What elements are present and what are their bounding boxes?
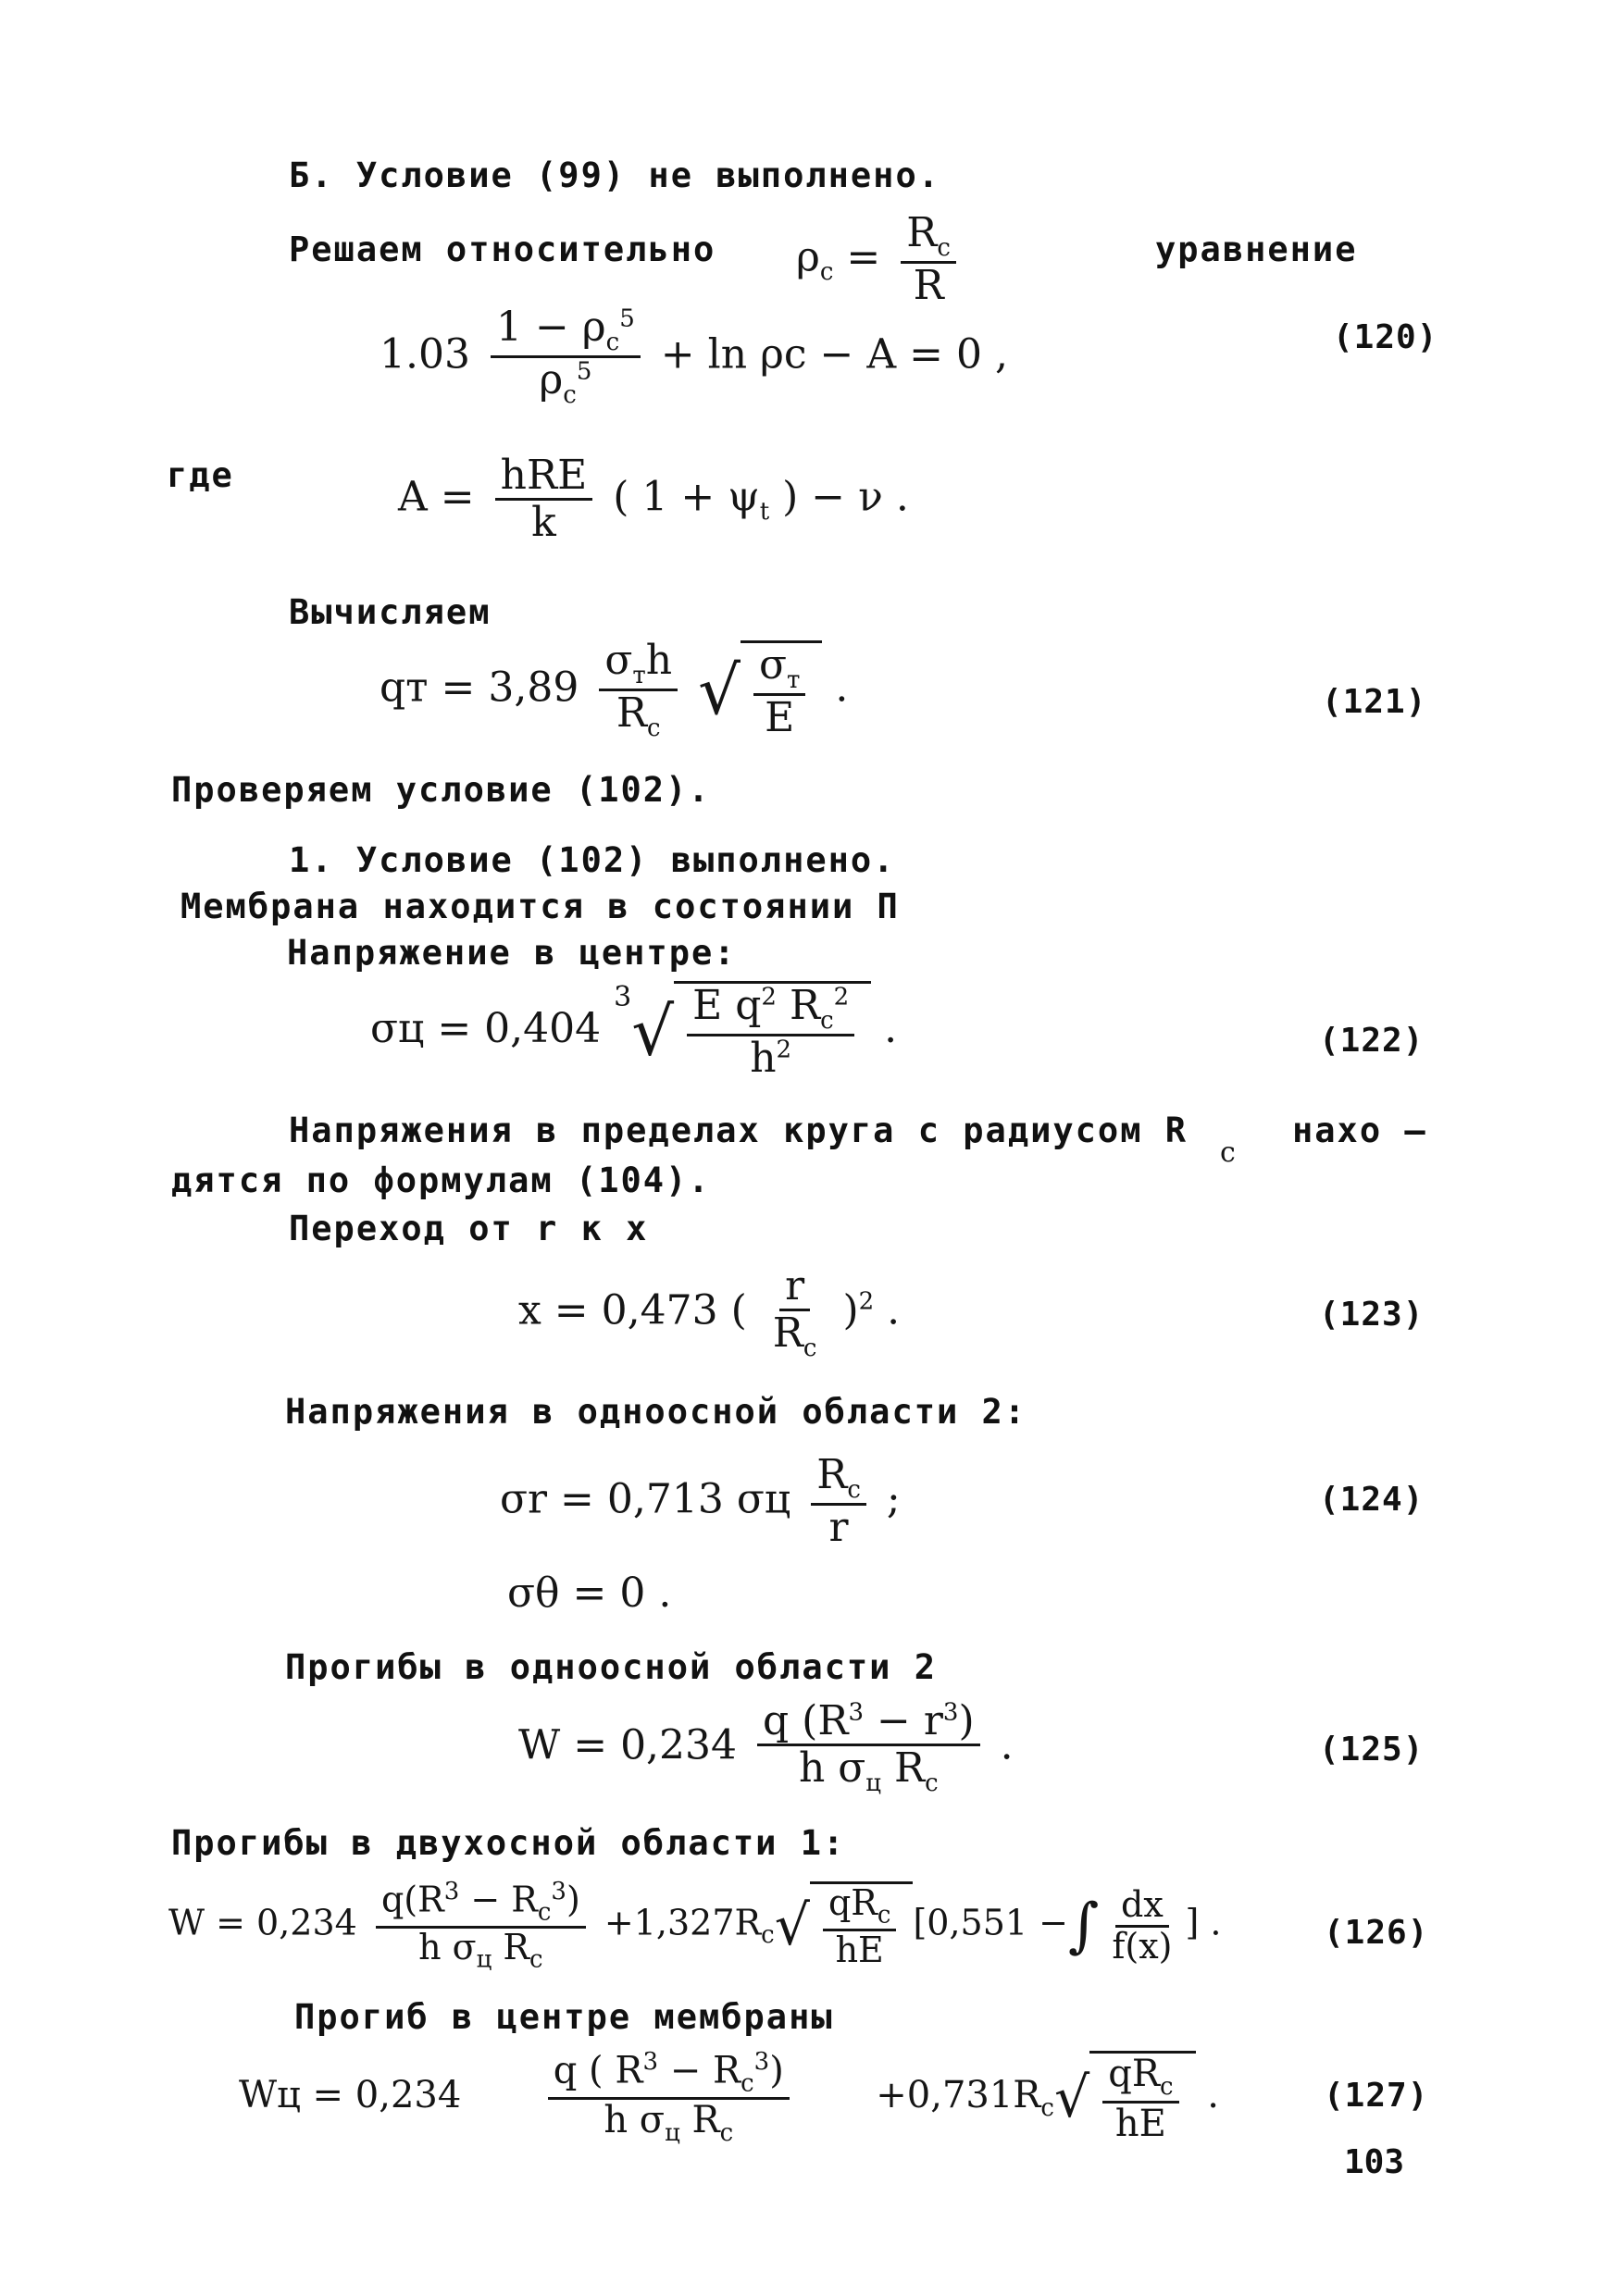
text-uniaxial-deflection: Прогибы в одноосной области 2	[285, 1647, 938, 1687]
text-stress-circle-2: дятся по формулам (104).	[171, 1160, 711, 1200]
text-membrane-state: Мембрана находится в состоянии П	[180, 887, 900, 926]
text-center-stress: Напряжение в центре:	[287, 933, 737, 973]
equation-rho: $\rho_c$ = $\frac{R_c}{R}$	[796, 211, 964, 309]
text-cond-102-met: 1. Условие (102) выполнено.	[289, 840, 896, 880]
equation-123: x = 0,473 ( $\frac{r}{R_c}$ )$^2$ .	[518, 1262, 901, 1363]
text-where: где	[167, 455, 234, 495]
text-solve: Решаем относительно	[289, 230, 716, 269]
text-transition: Переход от r к x	[289, 1209, 649, 1248]
eq-number-125: (125)	[1319, 1731, 1425, 1769]
eq-number-121: (121)	[1322, 683, 1427, 721]
text-biaxial-deflection: Прогибы в двухосной области 1:	[171, 1823, 846, 1863]
equation-120: 1.03 $\frac{1 - \rho_c^5}{\rho_c^5}$ + ln ρc − A = 0 ,	[380, 304, 1008, 410]
text-equation-word: уравнение	[1155, 230, 1358, 269]
eq-number-120: (120)	[1333, 318, 1438, 356]
page-number: 103	[1344, 2143, 1405, 2181]
equation-127: Wц = 0,234 $\frac{q ( R^3 - R_c^3)}{h \sigma_ц R_c}$ $+0,731R_c√$ $\frac{qR_c}{hE}$ .	[239, 2048, 1219, 2147]
text-uniaxial-stress: Напряжения в одноосной области 2:	[285, 1392, 1027, 1432]
eq-number-127: (127)	[1324, 2077, 1429, 2115]
eq-number-122: (122)	[1319, 1022, 1425, 1060]
eq-number-126: (126)	[1324, 1914, 1429, 1952]
eq-number-123: (123)	[1319, 1296, 1425, 1334]
equation-126: W = 0,234 $\frac{q(R^3 - R_c^3)}{h \sigma_ц R_c}$ $+1,327R_c√$ $\frac{qR_c}{hE}$ [0,551 −∫ $\frac{dx}{f(x)}$ ] .	[168, 1878, 1222, 1974]
subscript-c: c	[1220, 1136, 1236, 1169]
equation-124b: σθ = 0 .	[507, 1570, 672, 1617]
text-compute: Вычисляем	[289, 592, 492, 632]
text-check-102: Проверяем условие (102).	[171, 770, 711, 810]
equation-122: σц = 0,404 $^3$√ $\frac{E q^2 R_c^2}{h^2}$ .	[370, 981, 898, 1083]
text-condition-99: Б. Условие (99) не выполнено.	[289, 155, 941, 195]
equation-124: σr = 0,713 σц $\frac{R_c}{r}$ ;	[500, 1451, 901, 1552]
eq-number-124: (124)	[1319, 1481, 1425, 1519]
text-center-deflection: Прогиб в центре мембраны	[294, 1997, 834, 2037]
text-stress-circle-1: Напряжения в пределах круга с радиусом R	[289, 1111, 1189, 1150]
equation-121: qт = 3,89 $\frac{\sigma_тh}{R_c}$ √ $\frac{\sigma_т}{E}$ .	[380, 637, 849, 743]
equation-125: W = 0,234 $\frac{q (R^3 - r^3)}{h \sigma_ц R_c}$ .	[518, 1697, 1014, 1798]
text-stress-circle-1b: нахо –	[1292, 1111, 1427, 1150]
equation-A: A = $\frac{\text{hRE}}{k}$ ( $1 + \psi_t$ ) − ν .	[398, 452, 909, 547]
